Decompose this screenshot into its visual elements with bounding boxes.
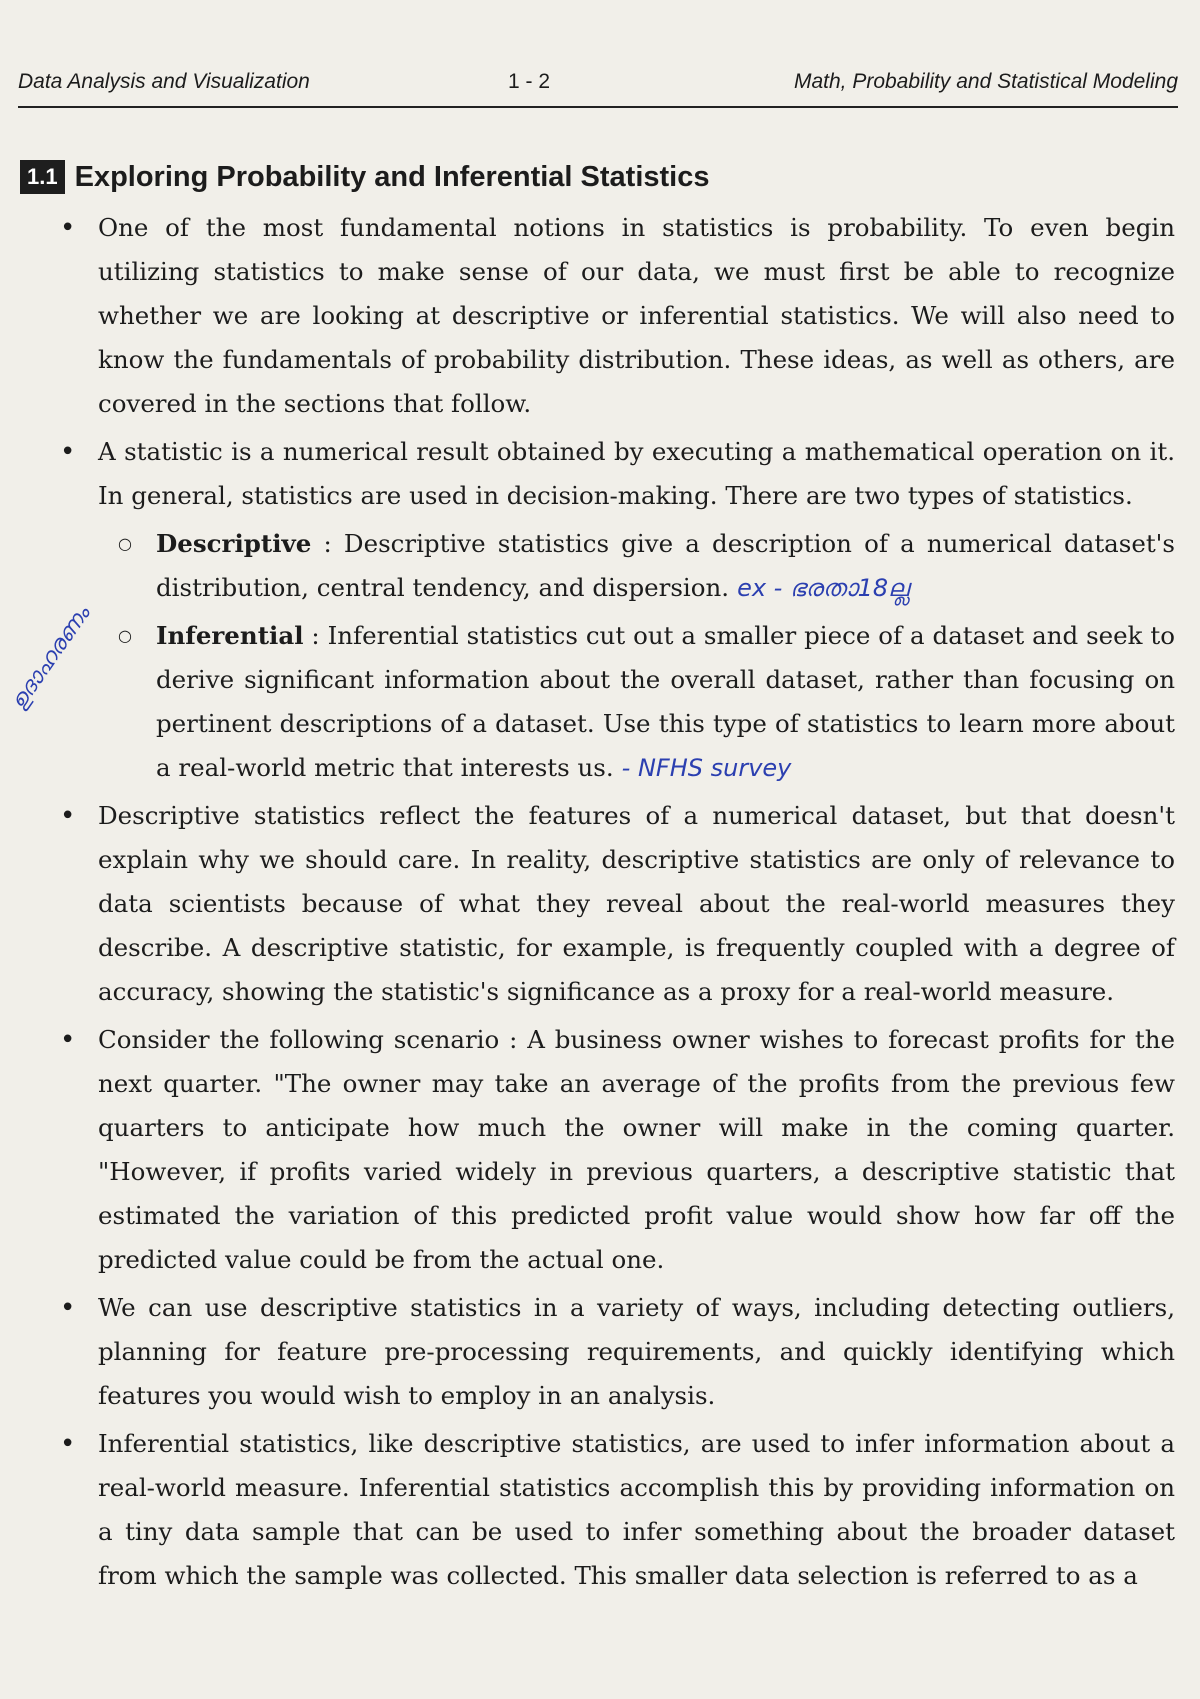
header-page-number: 1 - 2 (508, 70, 551, 93)
sub-item-text: : Inferential statistics cut out a smaller piece of a dataset and seek to derive significant information about the overall dataset, rather than focusing on pertinent descriptions of a dataset. Use this type of statistics to learn more about a real-world metric that interests us. (156, 621, 1175, 782)
term-descriptive: Descriptive (156, 529, 312, 558)
handwritten-note: - NFHS survey (621, 754, 792, 782)
bullet-paragraph: • Consider the following scenario : A business owner wishes to forecast profits for the next quarter. "The owner may take an average of the profits from the previous few quarters to anticipate how much the owner will make in the coming quarter. "However, if profits varied widely in previous quarters, a descriptive statistic that estimated the variation of this predicted profit value would show how far off the predicted value could be from the actual one. (60, 1018, 1175, 1282)
section-heading (20, 156, 710, 198)
section-title: Exploring Probability and Inferential Statistics (74, 160, 710, 193)
header-book-title: Data Analysis and Visualization (18, 70, 310, 93)
page-header (18, 66, 1178, 108)
bullet-paragraph: • We can use descriptive statistics in a variety of ways, including detecting outliers, planning for feature pre-processing requirements, and quickly identifying which features you would wish to employ in an analysis. (60, 1286, 1175, 1418)
sub-item-text: : Descriptive statistics give a description of a numerical dataset's distribution, central tendency, and dispersion. (156, 529, 1175, 602)
bullet-paragraph: • One of the most fundamental notions in statistics is probability. To even begin utilizing statistics to make sense of our data, we must first be able to recognize whether we are looking at descriptive or inferential statistics. We will also need to know the fundamentals of probability distribution. These ideas, as well as others, are covered in the sections that follow. (60, 206, 1175, 426)
bullet-paragraph: • Descriptive statistics reflect the features of a numerical dataset, but that doesn't explain why we should care. In reality, descriptive statistics are only of relevance to data scientists because of what they reveal about the real-world measures they describe. A descriptive statistic, for example, is frequently coupled with a degree of accuracy, showing the statistic's significance as a proxy for a real-world measure. (60, 794, 1175, 1014)
header-chapter-title: Math, Probability and Statistical Modeling (793, 70, 1178, 93)
body-content (60, 206, 1175, 1602)
bullet-paragraph: • Inferential statistics, like descriptive statistics, are used to infer information about a real-world measure. Inferential statistics accomplish this by providing information on a tiny data sample that can be used to infer something about the broader dataset from which the sample was collected. This smaller data selection is referred to as a (60, 1422, 1175, 1598)
term-inferential: Inferential (156, 621, 304, 650)
sub-item-inferential (118, 614, 1175, 790)
sub-item-descriptive (118, 522, 1175, 610)
bullet-paragraph: • A statistic is a numerical result obtained by executing a mathematical operation on it. In general, statistics are used in decision-making. There are two types of statistics. (60, 430, 1175, 518)
handwritten-margin-note: ഉദാഹരണം (6, 601, 96, 715)
handwritten-note: ex - ഭരതാ18ല്ല (737, 574, 909, 602)
section-number: 1.1 (20, 160, 65, 194)
